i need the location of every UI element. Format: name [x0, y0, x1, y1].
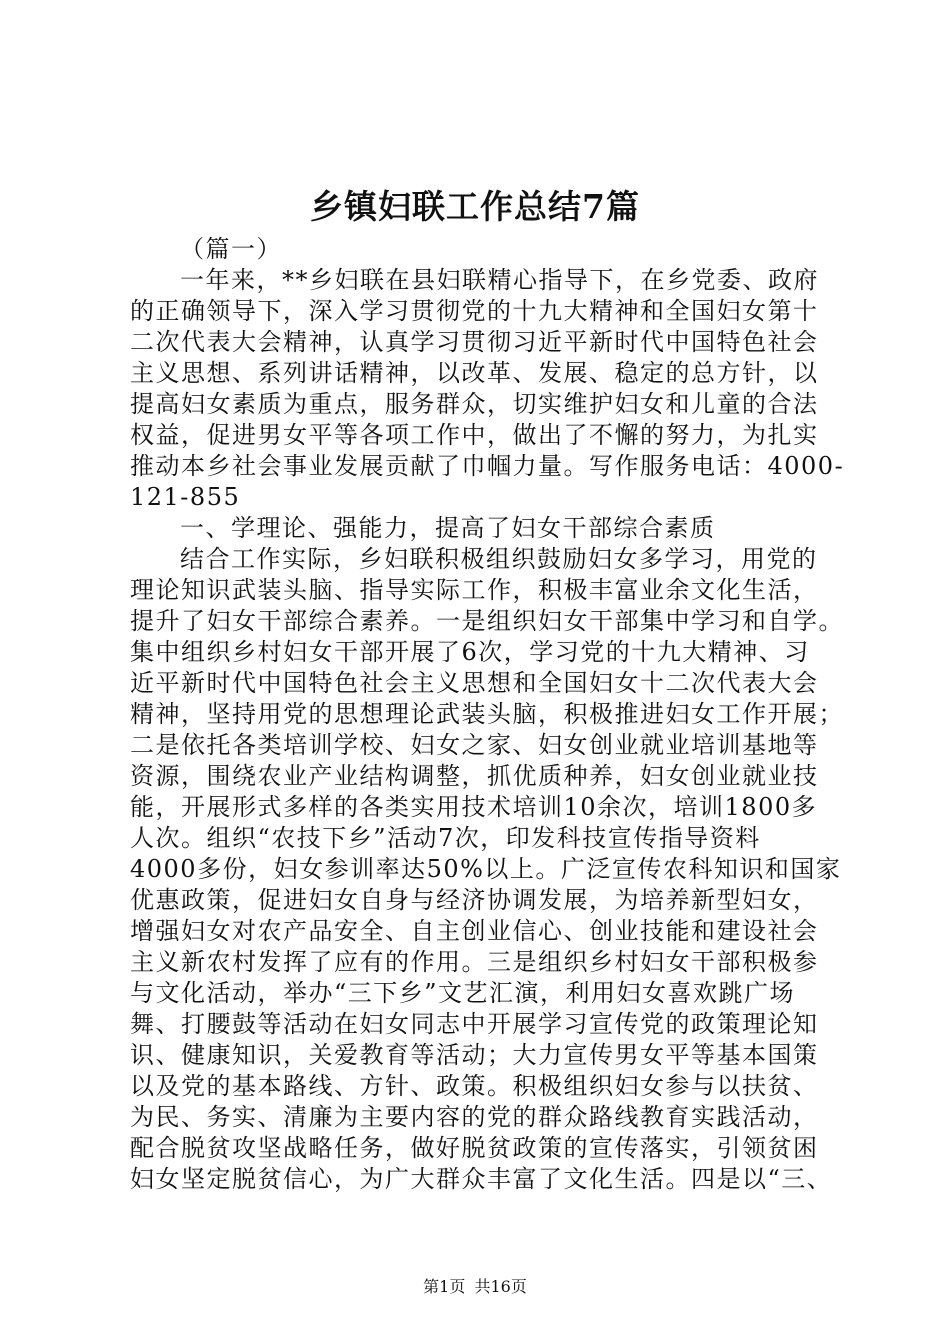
- text-line: （篇一）: [180, 235, 282, 263]
- text-line: 资源，围绕农业产业结构调整，抓优质种养，妇女创业就业技: [130, 762, 819, 790]
- text-line: 一、学理论、强能力，提高了妇女干部综合素质: [180, 514, 716, 542]
- text-line: 妇女坚定脱贫信心，为广大群众丰富了文化生活。四是以“三、: [130, 1165, 833, 1193]
- text-line: 识、健康知识，关爱教育等活动；大力宣传男女平等基本国策: [130, 1041, 819, 1069]
- document-body: [130, 234, 845, 1195]
- text-line: 提高妇女素质为重点，服务群众，切实维护妇女和儿童的合法: [130, 390, 819, 418]
- text-line: 配合脱贫攻坚战略任务，做好脱贫政策的宣传落实，引领贫困: [130, 1134, 819, 1162]
- text-line: 一年来，**乡妇联在县妇联精心指导下，在乡党委、政府: [180, 266, 819, 294]
- text-line: 推动本乡社会事业发展贡献了巾帼力量。写作服务电话：4000-: [130, 452, 845, 480]
- text-line: 二次代表大会精神，认真学习贯彻习近平新时代中国特色社会: [130, 328, 819, 356]
- text-line: 近平新时代中国特色社会主义思想和全国妇女十二次代表大会: [130, 669, 819, 697]
- text-line: 理论知识武装头脑、指导实际工作，积极丰富业余文化生活，: [130, 576, 819, 604]
- text-line: 与文化活动，举办“三下乡”文艺汇演，利用妇女喜欢跳广场: [130, 979, 796, 1007]
- text-line: 二是依托各类培训学校、妇女之家、妇女创业就业培训基地等: [130, 731, 819, 759]
- text-line: 提升了妇女干部综合素养。一是组织妇女干部集中学习和自学。: [130, 607, 844, 635]
- text-line: 人次。组织“农技下乡”活动7次，印发科技宣传指导资料: [130, 824, 761, 852]
- page-total: 共16页: [474, 1277, 527, 1296]
- document-title: 乡镇妇联工作总结7篇: [310, 187, 640, 226]
- text-line: 为民、务实、清廉为主要内容的党的群众路线教育实践活动，: [130, 1103, 819, 1131]
- page-number: 第1页: [423, 1277, 466, 1296]
- text-line: 结合工作实际，乡妇联积极组织鼓励妇女多学习，用党的: [180, 545, 818, 573]
- page-footer: [0, 1275, 950, 1299]
- text-line: 主义思想、系列讲话精神，以改革、发展、稳定的总方针，以: [130, 359, 819, 387]
- text-line: 能，开展形式多样的各类实用技术培训10余次，培训1800多: [130, 793, 818, 821]
- text-line: 权益，促进男女平等各项工作中，做出了不懈的努力，为扎实: [130, 421, 819, 449]
- text-line: 121-855: [130, 483, 241, 511]
- text-line: 舞、打腰鼓等活动在妇女同志中开展学习宣传党的政策理论知: [130, 1010, 819, 1038]
- text-line: 主义新农村发挥了应有的作用。三是组织乡村妇女干部积极参: [130, 948, 819, 976]
- text-line: 精神，坚持用党的思想理论武装头脑，积极推进妇女工作开展；: [130, 700, 844, 728]
- text-line: 优惠政策，促进妇女自身与经济协调发展，为培养新型妇女，: [130, 886, 819, 914]
- text-line: 4000多份，妇女参训率达50%以上。广泛宣传农科知识和国家: [130, 855, 842, 883]
- text-line: 以及党的基本路线、方针、政策。积极组织妇女参与以扶贫、: [130, 1072, 819, 1100]
- text-line: 增强妇女对农产品安全、自主创业信心、创业技能和建设社会: [130, 917, 819, 945]
- text-line: 集中组织乡村妇女干部开展了6次，学习党的十九大精神、习: [130, 638, 810, 666]
- text-line: 的正确领导下，深入学习贯彻党的十九大精神和全国妇女第十: [130, 297, 819, 325]
